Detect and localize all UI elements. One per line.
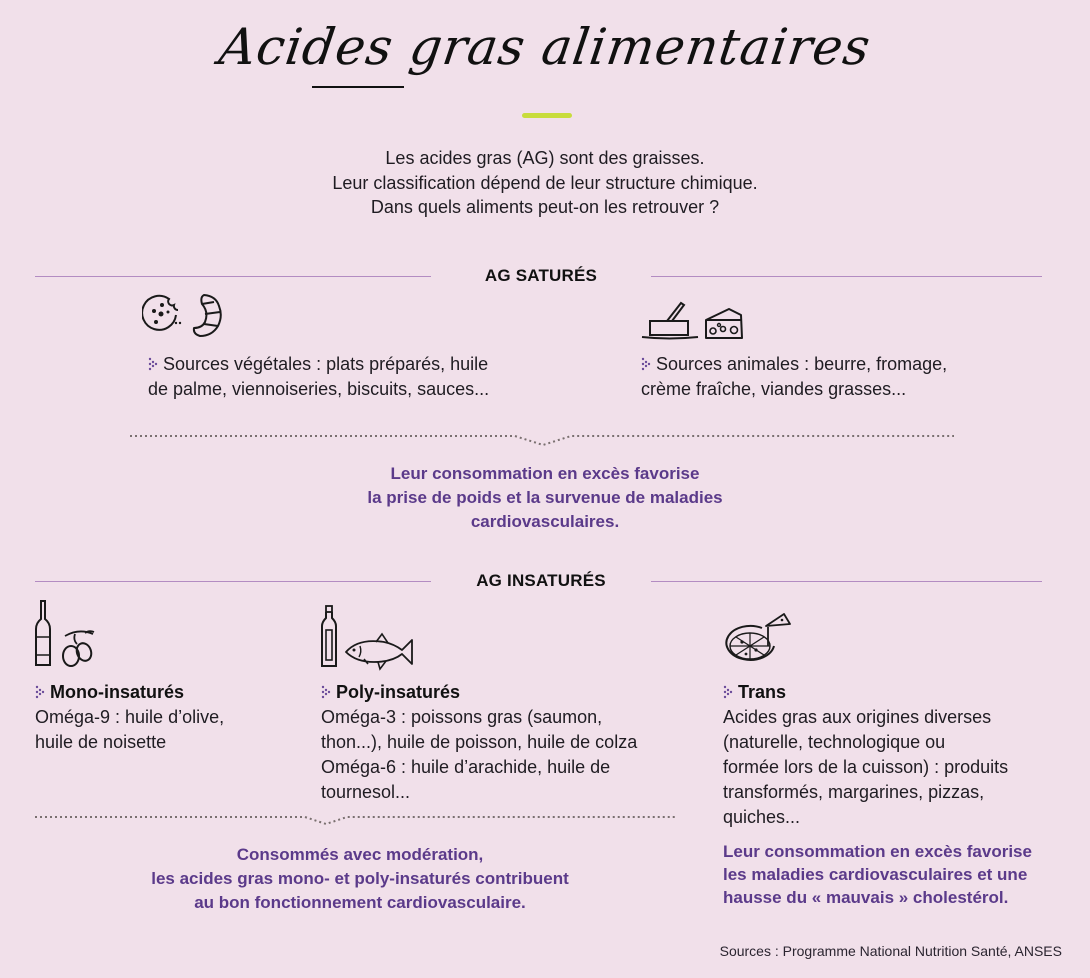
section-rule-right xyxy=(651,276,1042,277)
trans-line: formée lors de la cuisson) : produits xyxy=(723,757,1009,777)
chevron-bullet-icon xyxy=(148,357,158,371)
trans-line: transformés, margarines, pizzas, xyxy=(723,782,985,802)
title-underline xyxy=(522,113,572,118)
mono-title: Mono-insaturés xyxy=(50,682,185,702)
warning-line: les maladies cardiovasculaires et une xyxy=(723,865,1028,884)
trans-line: quiches... xyxy=(723,807,801,827)
chevron-bullet-icon xyxy=(723,685,733,699)
unsaturated-benefit xyxy=(20,843,700,915)
saturated-warning xyxy=(0,462,1090,534)
trans-fats xyxy=(723,680,1083,830)
chevron-bullet-icon xyxy=(35,685,45,699)
poly-line: thon...), huile de poisson, huile de colza xyxy=(321,732,638,752)
mono-line: huile de noisette xyxy=(35,732,167,752)
benefit-line: Consommés avec modération, xyxy=(236,845,484,864)
warning-line: cardiovasculaires. xyxy=(470,512,620,531)
benefit-line: les acides gras mono- et poly-insaturés contribuent xyxy=(151,869,569,888)
intro-text xyxy=(0,146,1090,220)
oil-bottle-icon xyxy=(320,604,338,668)
croissant-icon xyxy=(190,292,224,338)
poly-line: tournesol... xyxy=(321,782,411,802)
mono-line: Oméga-9 : huile d’olive, xyxy=(35,707,225,727)
source-line: Sources végétales : plats préparés, huile xyxy=(163,354,489,374)
poly-line: Oméga-6 : huile d’arachide, huile de xyxy=(321,757,611,777)
intro-line: Les acides gras (AG) sont des graisses. xyxy=(385,148,705,168)
sources-footer: Sources : Programme National Nutrition Santé, ANSES xyxy=(719,943,1062,959)
butter-icon xyxy=(641,300,699,340)
section-rule-left xyxy=(35,581,431,582)
dotted-separator xyxy=(130,430,954,455)
source-line: de palme, viennoiseries, biscuits, sauces... xyxy=(148,379,490,399)
warning-line: Leur consommation en excès favorise xyxy=(390,464,700,483)
saturated-animal-sources xyxy=(641,352,1041,402)
section-rule-right xyxy=(651,581,1042,582)
poly-unsaturated xyxy=(321,680,701,805)
fish-icon xyxy=(344,632,416,672)
olives-icon xyxy=(59,628,97,668)
warning-line: la prise de poids et la survenue de maladies xyxy=(367,488,723,507)
trans-line: (naturelle, technologique ou xyxy=(723,732,946,752)
intro-line: Dans quels aliments peut-on les retrouver ? xyxy=(370,197,720,217)
benefit-line: au bon fonctionnement cardiovasculaire. xyxy=(194,893,526,912)
trans-line: Acides gras aux origines diverses xyxy=(723,707,992,727)
poly-title: Poly-insaturés xyxy=(336,682,461,702)
chevron-bullet-icon xyxy=(641,357,651,371)
section-rule-left xyxy=(35,276,431,277)
cookie-icon xyxy=(142,293,186,333)
page-title: Acides gras alimentaires xyxy=(215,18,875,76)
saturated-plant-sources xyxy=(148,352,568,402)
oil-bottle-icon xyxy=(34,599,52,667)
source-line: Sources animales : beurre, fromage, xyxy=(656,354,948,374)
poly-line: Oméga-3 : poissons gras (saumon, xyxy=(321,707,603,727)
dotted-separator xyxy=(35,812,677,835)
warning-line: Leur consommation en excès favorise xyxy=(723,842,1032,861)
section-title-saturated: AG SATURÉS xyxy=(484,266,598,285)
mono-unsaturated xyxy=(35,680,295,755)
section-title-unsaturated: AG INSATURÉS xyxy=(476,571,606,590)
trans-title: Trans xyxy=(738,682,787,702)
intro-line: Leur classification dépend de leur structure chimique. xyxy=(332,172,758,193)
chevron-bullet-icon xyxy=(321,685,331,699)
cheese-icon xyxy=(703,306,745,340)
pizza-icon xyxy=(722,612,792,668)
title-decor-stroke xyxy=(312,86,404,88)
trans-warning xyxy=(723,840,1083,909)
source-line: crème fraîche, viandes grasses... xyxy=(641,379,907,399)
warning-line: hausse du « mauvais » cholestérol. xyxy=(723,888,1009,907)
